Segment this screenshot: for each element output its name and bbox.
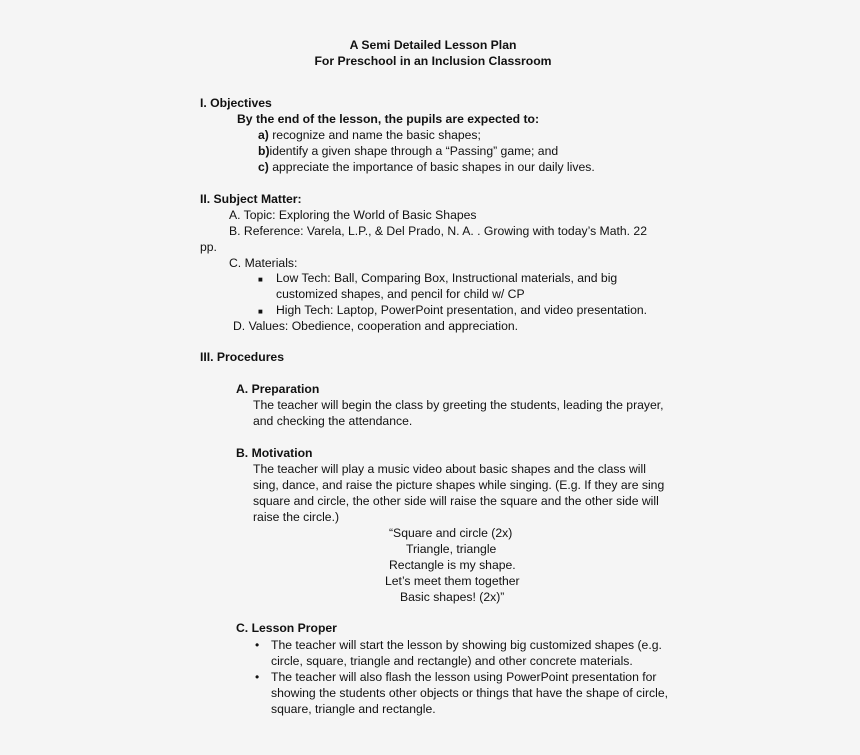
- lesson-bullet-continued: showing the students other objects or things that have the shape of circle,: [271, 686, 669, 700]
- preparation-heading: A. Preparation: [236, 382, 320, 396]
- objective-item-a: [258, 127, 481, 143]
- song-line: Rectangle is my shape.: [389, 558, 516, 572]
- lesson-proper-heading: C. Lesson Proper: [236, 621, 337, 635]
- objective-letter: b): [258, 144, 270, 158]
- song-line: Triangle, triangle: [406, 542, 497, 556]
- objectives-heading: I. Objectives: [200, 96, 272, 110]
- topic-line: A. Topic: Exploring the World of Basic Shapes: [229, 208, 477, 222]
- lesson-bullet-item: [255, 637, 662, 653]
- objective-text: appreciate the importance of basic shapes in our daily lives.: [272, 160, 595, 174]
- motivation-heading: B. Motivation: [236, 446, 313, 460]
- document-subtitle: For Preschool in an Inclusion Classroom: [314, 54, 552, 68]
- high-tech-text: High Tech: Laptop, PowerPoint presentation, and video presentation.: [276, 303, 648, 317]
- subject-matter-heading: II. Subject Matter:: [200, 192, 302, 206]
- preparation-line: and checking the attendance.: [253, 414, 413, 428]
- values-line: D. Values: Obedience, cooperation and appreciation.: [233, 319, 519, 333]
- objective-text: recognize and name the basic shapes;: [272, 128, 481, 142]
- objective-text: identify a given shape through a “Passing” game; and: [269, 144, 559, 158]
- low-tech-text: Low Tech: Ball, Comparing Box, Instructional materials, and big: [276, 271, 618, 285]
- lesson-bullet-item: [255, 669, 656, 685]
- square-bullet-icon: ■: [258, 275, 263, 284]
- reference-line: B. Reference: Varela, L.P., & Del Prado, N. A. . Growing with today’s Math. 22: [229, 224, 647, 238]
- materials-line: C. Materials:: [229, 256, 298, 270]
- objective-item-c: [258, 159, 595, 175]
- reference-line-continued: pp.: [200, 240, 217, 254]
- preparation-line: The teacher will begin the class by greeting the students, leading the prayer,: [253, 398, 664, 412]
- song-line: Let’s meet them together: [385, 574, 520, 588]
- motivation-line: sing, dance, and raise the picture shapes while singing. (E.g. If they are sing: [253, 478, 665, 492]
- document-title: A Semi Detailed Lesson Plan: [349, 38, 517, 52]
- objective-letter: c): [258, 160, 269, 174]
- bullet-icon: •: [255, 670, 260, 684]
- motivation-line: square and circle, the other side will raise the square and the other side will: [253, 494, 659, 508]
- objective-letter: a): [258, 128, 269, 142]
- motivation-line: The teacher will play a music video about basic shapes and the class will: [253, 462, 646, 476]
- song-line: “Square and circle (2x): [389, 526, 513, 540]
- motivation-line: raise the circle.): [253, 510, 340, 524]
- bullet-icon: •: [255, 638, 260, 652]
- square-bullet-icon: ■: [258, 307, 263, 316]
- lesson-bullet-text: The teacher will start the lesson by showing big customized shapes (e.g.: [271, 638, 662, 652]
- lesson-bullet-text: The teacher will also flash the lesson using PowerPoint presentation for: [271, 670, 657, 684]
- objectives-intro: By the end of the lesson, the pupils are expected to:: [237, 112, 540, 126]
- lesson-bullet-continued: circle, square, triangle and rectangle) and other concrete materials.: [271, 654, 633, 668]
- lesson-bullet-continued: square, triangle and rectangle.: [271, 702, 436, 716]
- objective-item-b: [258, 143, 558, 159]
- low-tech-continued: customized shapes, and pencil for child w/ CP: [276, 287, 525, 301]
- procedures-heading: III. Procedures: [200, 350, 284, 364]
- song-line: Basic shapes! (2x)”: [400, 590, 505, 604]
